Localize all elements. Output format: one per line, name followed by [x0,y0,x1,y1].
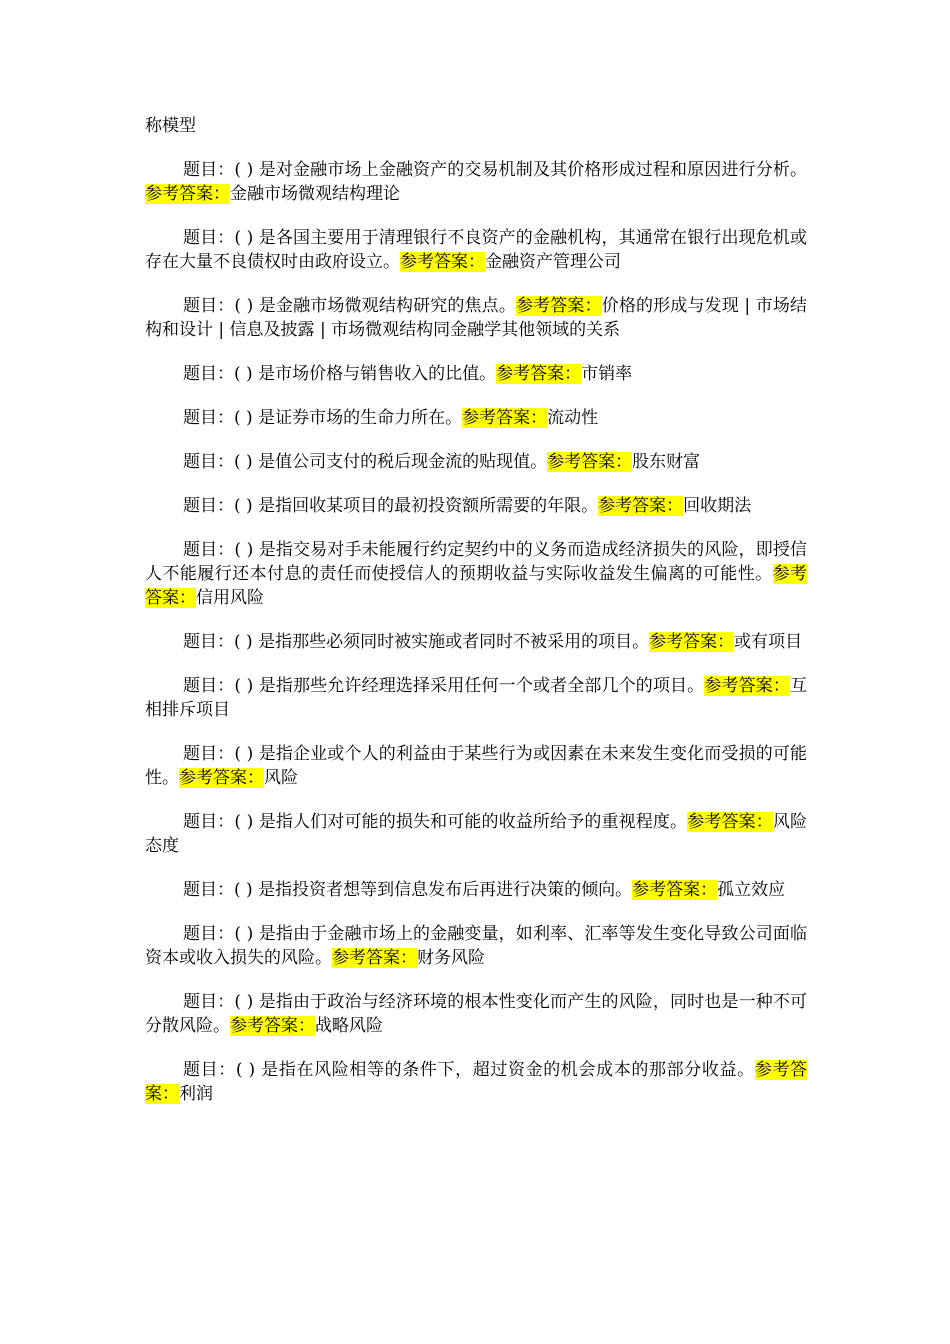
answer-label: 参考答案： [704,676,790,696]
question-item [145,810,807,858]
question-text: 题目：( ) 是指人们对可能的损失和可能的收益所给予的重视程度。 [183,812,688,832]
question-item [145,294,807,342]
question-item [145,990,807,1038]
answer-label: 参考答案： [547,452,633,472]
answer-text: 孤立效应 [717,880,786,900]
question-item [145,674,807,722]
question-text: 题目：( ) 是各国主要用于清理银行不良资产的金融机构，其通常在银行出现危机或存在大量不良债权时由政府设立。 [145,228,807,272]
answer-label: 参考答案： [632,880,718,900]
answer-text: 或有项目 [734,632,803,652]
question-item [145,362,807,386]
answer-label: 参考答案： [179,768,264,788]
answer-label: 参考答案： [515,296,602,316]
answer-text: 财务风险 [417,948,485,968]
question-text: 题目：( ) 是市场价格与销售收入的比值。 [183,364,497,384]
question-text: 题目：( ) 是指由于政治与经济环境的根本性变化而产生的风险，同时也是一种不可分散风险。 [145,992,807,1036]
answer-text: 信用风险 [196,588,264,608]
question-text: 题目：( ) 是指那些必须同时被实施或者同时不被采用的项目。 [183,632,650,652]
continued-text: 称模型 [145,116,196,136]
answer-text: 股东财富 [632,452,701,472]
question-text: 题目：( ) 是指那些允许经理选择采用任何一个或者全部几个的项目。 [183,676,705,696]
answer-text: 价格的形成与发现 | 市场结构和设计 | 信息及披露 | 市场微观结构同金融学其他领域的关系 [145,296,807,340]
question-item [145,406,807,430]
question-item [145,158,807,206]
answer-text: 风险 [264,768,298,788]
answer-text: 战略风险 [315,1016,383,1036]
answer-label: 参考答案： [598,496,684,516]
answer-text: 金融市场微观结构理论 [230,184,400,204]
question-text: 题目：( ) 是指在风险相等的条件下，超过资金的机会成本的那部分收益。 [183,1060,755,1080]
answer-label: 参考答案： [145,564,808,608]
answer-label: 参考答案： [496,364,582,384]
answer-label: 参考答案： [649,632,735,652]
question-text: 题目：( ) 是证券市场的生命力所在。 [183,408,463,428]
question-text: 题目：( ) 是指企业或个人的利益由于某些行为或因素在未来发生变化而受损的可能性。 [145,744,807,788]
answer-label: 参考答案： [230,1016,315,1036]
answer-label: 参考答案： [400,252,485,272]
question-item [145,878,807,902]
question-item [145,494,807,518]
answer-text: 流动性 [547,408,599,428]
question-text: 题目：( ) 是指回收某项目的最初投资额所需要的年限。 [183,496,599,516]
question-text: 题目：( ) 是指交易对手未能履行约定契约中的义务而造成经济损失的风险，即授信人不能履行还本付息的责任而使授信人的预期收益与实际收益发生偏离的可能性。 [145,540,807,584]
answer-text: 风险态度 [145,812,808,856]
answer-text: 互相排斥项目 [145,676,807,720]
question-item [145,226,807,274]
answer-text: 市销率 [581,364,633,384]
answer-text: 金融资产管理公司 [485,252,621,272]
question-item [145,742,807,790]
question-text: 题目：( ) 是指由于金融市场上的金融变量，如利率、汇率等发生变化导致公司面临资本或收入损失的风险。 [145,924,807,968]
answer-label: 参考答案： [145,184,230,204]
question-item [145,922,807,970]
question-item [145,450,807,474]
question-text: 题目：( ) 是值公司支付的税后现金流的贴现值。 [183,452,548,472]
answer-text: 利润 [179,1084,213,1104]
question-text: 题目：( ) 是对金融市场上金融资产的交易机制及其价格形成过程和原因进行分析。 [183,160,807,180]
document-content [145,114,807,1126]
answer-label: 参考答案： [145,1060,808,1104]
answer-label: 参考答案： [332,948,417,968]
answer-label: 参考答案： [687,812,773,832]
answer-text: 回收期法 [683,496,752,516]
answer-label: 参考答案： [462,408,548,428]
question-text: 题目：( ) 是指投资者想等到信息发布后再进行决策的倾向。 [183,880,633,900]
question-text: 题目：( ) 是金融市场微观结构研究的焦点。 [183,296,516,316]
question-item [145,1058,807,1106]
question-item [145,630,807,654]
question-list [145,158,807,1106]
question-item [145,538,807,610]
